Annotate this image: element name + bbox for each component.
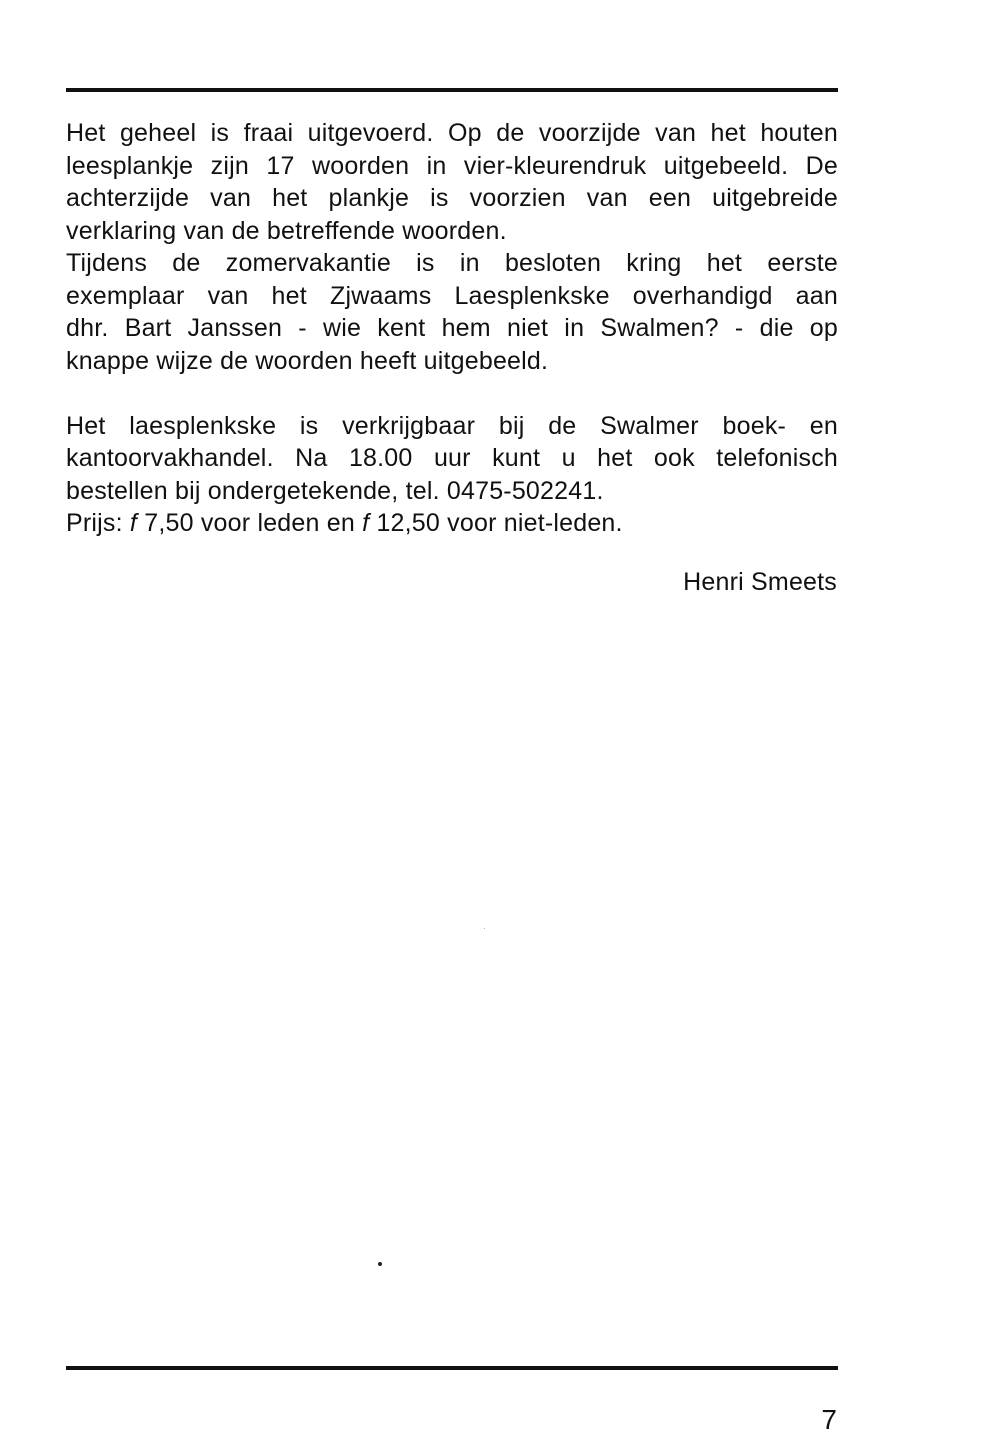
text-line: achterzijde van het plankje is voorzien van een uitgebreide (66, 184, 838, 212)
paragraph-gap (66, 377, 838, 410)
author-signature: Henri Smeets (683, 568, 837, 596)
guilder-symbol: f (362, 509, 370, 537)
text-line: bestellen bij ondergetekende, tel. 0475-502241. (66, 476, 604, 505)
member-price: 7,50 (144, 509, 194, 537)
member-price-text: voor leden en (200, 509, 355, 537)
guilder-symbol: f (129, 509, 138, 537)
article-body (66, 117, 838, 540)
scan-speck (378, 1262, 382, 1266)
text-line: knappe wijze de woorden heeft uitgebeeld. (66, 346, 549, 375)
nonmember-price-text: voor niet-leden. (447, 509, 623, 537)
top-rule (66, 88, 838, 92)
paragraph-description (66, 117, 838, 247)
text-line: kantoorvakhandel. Na 18.00 uur kunt u het ook telefonisch (66, 444, 838, 472)
bottom-rule (66, 1366, 838, 1370)
text-line: Het geheel is fraai uitgevoerd. Op de voorzijde van het houten (66, 119, 838, 147)
text-line: leesplankje zijn 17 woorden in vier-kleurendruk uitgebeeld. De (66, 151, 838, 180)
page-number: 7 (821, 1404, 837, 1435)
text-line: Het laesplenkske is verkrijgbaar bij de Swalmer boek- en (66, 411, 838, 440)
price-label: Prijs: (66, 509, 123, 537)
nonmember-price: 12,50 (376, 509, 440, 537)
text-line: dhr. Bart Janssen - wie kent hem niet in Swalmen? - die op (66, 314, 838, 342)
text-line: exemplaar van het Zjwaams Laesplenkske overhandigd aan (66, 281, 838, 310)
text-line: verklaring van de betreffende woorden. (66, 216, 507, 245)
price-line (66, 507, 838, 540)
paragraph-availability (66, 410, 838, 540)
text-line: Tijdens de zomervakantie is in besloten kring het eerste (66, 249, 838, 277)
scan-speck (484, 928, 485, 929)
paragraph-presentation (66, 247, 838, 377)
